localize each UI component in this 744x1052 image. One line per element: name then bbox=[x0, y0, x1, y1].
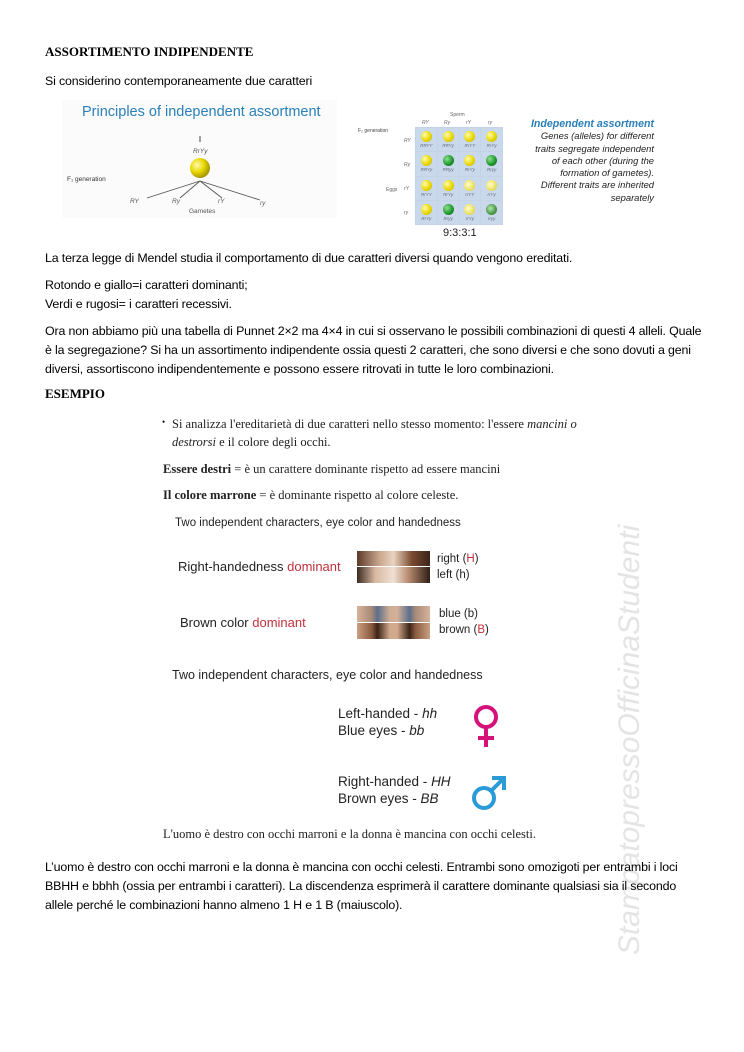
male-symbol-icon bbox=[470, 774, 508, 812]
note-line: traits segregate independent bbox=[535, 142, 654, 154]
cell-genotype: Rryy bbox=[443, 215, 453, 221]
punnett-cell bbox=[416, 128, 437, 151]
punnett-cell bbox=[416, 177, 437, 200]
paragraph-traits bbox=[45, 276, 248, 314]
section-title: ASSORTIMENTO INDIPENDENTE bbox=[45, 44, 254, 59]
gamete-label: Ry bbox=[172, 198, 180, 205]
text: Left-handed - bbox=[338, 706, 423, 721]
punnett-cell bbox=[481, 128, 502, 151]
blue-eyes-photo bbox=[357, 606, 430, 622]
figure-title: Principles of independent assortment bbox=[82, 104, 321, 120]
f1-generation-label: F₁ generation bbox=[67, 176, 106, 183]
punnett-cell bbox=[460, 201, 481, 224]
dominant-traits-line: Rotondo e giallo=i caratteri dominanti; bbox=[45, 278, 248, 292]
gametes-caption: Gametes bbox=[189, 208, 216, 215]
cell-genotype: RRYy bbox=[442, 143, 454, 149]
left-hand-photo bbox=[357, 567, 430, 583]
genotype: HH bbox=[431, 774, 451, 789]
text: = è un carattere dominante rispetto ad essere mancini bbox=[231, 462, 501, 476]
bold-text: Il colore marrone bbox=[163, 488, 257, 502]
bold-text: Essere destri bbox=[163, 462, 232, 476]
punnett-cell bbox=[460, 177, 481, 200]
pea-icon bbox=[421, 204, 432, 215]
text: e il colore degli occhi. bbox=[216, 435, 331, 449]
parent-genotype: RrYy bbox=[193, 148, 208, 155]
punnett-cell bbox=[438, 128, 459, 151]
italic-text: destrorsi bbox=[172, 435, 216, 449]
genotype: bb bbox=[409, 723, 425, 738]
dominant-label: dominant bbox=[252, 615, 306, 630]
female-symbol-icon bbox=[470, 703, 502, 749]
gamete-label: rY bbox=[218, 198, 225, 205]
pea-icon bbox=[421, 180, 432, 191]
text: Right-handed - bbox=[338, 774, 432, 789]
pea-icon bbox=[486, 131, 497, 142]
example-line-marrone bbox=[160, 486, 610, 504]
example-title: ESEMPIO bbox=[45, 386, 105, 401]
punnett-cell bbox=[438, 177, 459, 200]
trait-right-handedness bbox=[178, 559, 341, 574]
paragraph-conclusion: L’uomo è destro con occhi marroni e la donna è mancina con occhi celesti. Entrambi sono omozigoti per entrambi i loci BBHH e bbhh (ossia per entrambi i caratteri). La discendenza esprimerà il carattere dominante qualsiasi sia il secondo allele perché le combinazioni hanno almeno 1 H e 1 B (maiuscolo). bbox=[45, 860, 678, 912]
pea-icon bbox=[486, 180, 497, 191]
row-header: RY bbox=[404, 138, 411, 144]
genotype: hh bbox=[422, 706, 438, 721]
row-header: Ry bbox=[404, 162, 411, 168]
note-line: of each other (during the bbox=[551, 154, 654, 166]
phenotype-ratio: 9:3:3:1 bbox=[443, 227, 477, 239]
cell-genotype: rrYY bbox=[465, 191, 475, 197]
cell-genotype: RrYy bbox=[421, 215, 432, 221]
cell-genotype: RrYY bbox=[420, 191, 432, 197]
pea-icon bbox=[443, 155, 454, 166]
text: blue (b) bbox=[439, 608, 478, 620]
pea-icon bbox=[464, 180, 475, 191]
brown-eyes-photo bbox=[357, 623, 430, 639]
dominant-label: dominant bbox=[287, 559, 341, 574]
punnett-cell bbox=[481, 152, 502, 175]
cell-genotype: rrYy bbox=[465, 215, 474, 221]
handedness-options: right (H) left (h) bbox=[437, 553, 479, 581]
f1-pea bbox=[190, 158, 210, 178]
paragraph-punnett: Ora non abbiamo più una tabella di Punnet 2×2 ma 4×4 in cui si osservano le possibili combinazioni di questi 4 alleli. Quale è la segregazione? Si ha un assortimento indipendente ossia questi 2 caratteri, che sono diversi e che sono dovuti a geni diversi, assortiscono indipendentemente e possono essere ritrovati in tutte le loro combinazioni. bbox=[45, 324, 702, 376]
punnett-cell bbox=[438, 201, 459, 224]
text: = è dominante rispetto al colore celeste. bbox=[256, 488, 459, 502]
right-hand-photo bbox=[357, 551, 430, 566]
panel2-title: Two independent characters, eye color and handedness bbox=[172, 668, 483, 682]
panel1-title: Two independent characters, eye color and handedness bbox=[175, 517, 461, 529]
eye-color-options: blue (b) brown (B) bbox=[439, 608, 489, 636]
cell-genotype: Rryy bbox=[487, 167, 497, 173]
pea-icon bbox=[486, 204, 497, 215]
pea-icon bbox=[443, 180, 454, 191]
cell-genotype: rryy bbox=[487, 215, 496, 221]
pea-icon bbox=[464, 131, 475, 142]
cell-genotype: RRYy bbox=[420, 167, 433, 173]
column-header: rY bbox=[466, 120, 471, 126]
genotype: BB bbox=[420, 791, 439, 806]
independent-assortment-note bbox=[512, 118, 654, 204]
gamete-diagram bbox=[62, 100, 337, 218]
bullet-icon: • bbox=[162, 417, 166, 427]
female-genotype bbox=[338, 705, 437, 739]
note-line: separately bbox=[610, 191, 654, 203]
allele: H bbox=[466, 553, 475, 565]
cell-genotype: RRYY bbox=[420, 143, 433, 149]
allele: B bbox=[477, 624, 486, 636]
pea-icon bbox=[464, 155, 475, 166]
trait-brown-color bbox=[180, 615, 306, 630]
punnett-cell bbox=[481, 177, 502, 200]
pea-icon bbox=[443, 131, 454, 142]
note-title: Independent assortment bbox=[530, 118, 654, 130]
text: right ( bbox=[437, 553, 467, 565]
text: Right-handedness bbox=[178, 559, 288, 574]
punnett-cell bbox=[416, 152, 437, 175]
punnett-cell bbox=[438, 152, 459, 175]
row-header: ry bbox=[404, 210, 409, 216]
gamete-label: RY bbox=[130, 198, 139, 205]
figure-independent-assortment bbox=[62, 100, 337, 218]
column-header: RY bbox=[422, 120, 429, 126]
note-line: formation of gametes). bbox=[560, 167, 654, 179]
f2-generation-label: F₂ generation bbox=[358, 128, 389, 134]
example-caption: L'uomo è destro con occhi marroni e la donna è mancina con occhi celesti. bbox=[163, 827, 536, 841]
cell-genotype: RrYy bbox=[464, 167, 475, 173]
text: Brown color bbox=[180, 615, 253, 630]
cell-genotype: RrYY bbox=[464, 143, 476, 149]
gamete-arrows bbox=[147, 181, 260, 200]
punnett-cell bbox=[460, 152, 481, 175]
example-bullet bbox=[160, 415, 610, 451]
text: brown ( bbox=[439, 624, 478, 636]
cell-genotype: RrYy bbox=[486, 143, 497, 149]
punnett-cell bbox=[460, 128, 481, 151]
example-text bbox=[160, 415, 610, 504]
punnett-cell bbox=[416, 201, 437, 224]
text: Si analizza l'ereditarietà di due caratteri nello stesso momento: l'essere bbox=[172, 417, 528, 431]
row-header: rY bbox=[404, 186, 409, 192]
pea-icon bbox=[464, 204, 475, 215]
column-header: Ry bbox=[444, 120, 451, 126]
italic-text: mancini o bbox=[527, 417, 577, 431]
text: left (h) bbox=[437, 569, 470, 581]
cell-genotype: rrYy bbox=[487, 191, 496, 197]
example-line-destri bbox=[160, 460, 610, 478]
eggs-label: Eggs bbox=[386, 187, 398, 193]
recessive-traits-line: Verdi e rugosi= i caratteri recessivi. bbox=[45, 297, 232, 311]
column-header: ry bbox=[488, 120, 493, 126]
intro-paragraph: Si considerino contemporaneamente due caratteri bbox=[45, 74, 313, 88]
punnett-grid bbox=[415, 127, 503, 225]
punnett-cell bbox=[481, 201, 502, 224]
sperm-label: Sperm bbox=[450, 112, 465, 118]
pea-icon bbox=[421, 155, 432, 166]
pea-icon bbox=[421, 131, 432, 142]
text: Brown eyes - bbox=[338, 791, 421, 806]
pea-icon bbox=[443, 204, 454, 215]
punnett-square-figure bbox=[358, 112, 513, 250]
text: Blue eyes - bbox=[338, 723, 410, 738]
paragraph-mendel-law: La terza legge di Mendel studia il comportamento di due caratteri diversi quando vengono ereditati. bbox=[45, 251, 573, 265]
note-line: Genes (alleles) for different bbox=[540, 130, 654, 142]
gamete-label: ry bbox=[260, 200, 266, 207]
cell-genotype: RRyy bbox=[442, 167, 454, 173]
cell-genotype: RrYy bbox=[443, 191, 454, 197]
watermark-text: StampatopressoOfficinaStudenti bbox=[613, 524, 646, 956]
note-line: Different traits are inherited bbox=[540, 179, 654, 191]
male-genotype bbox=[338, 773, 451, 807]
pea-icon bbox=[486, 155, 497, 166]
